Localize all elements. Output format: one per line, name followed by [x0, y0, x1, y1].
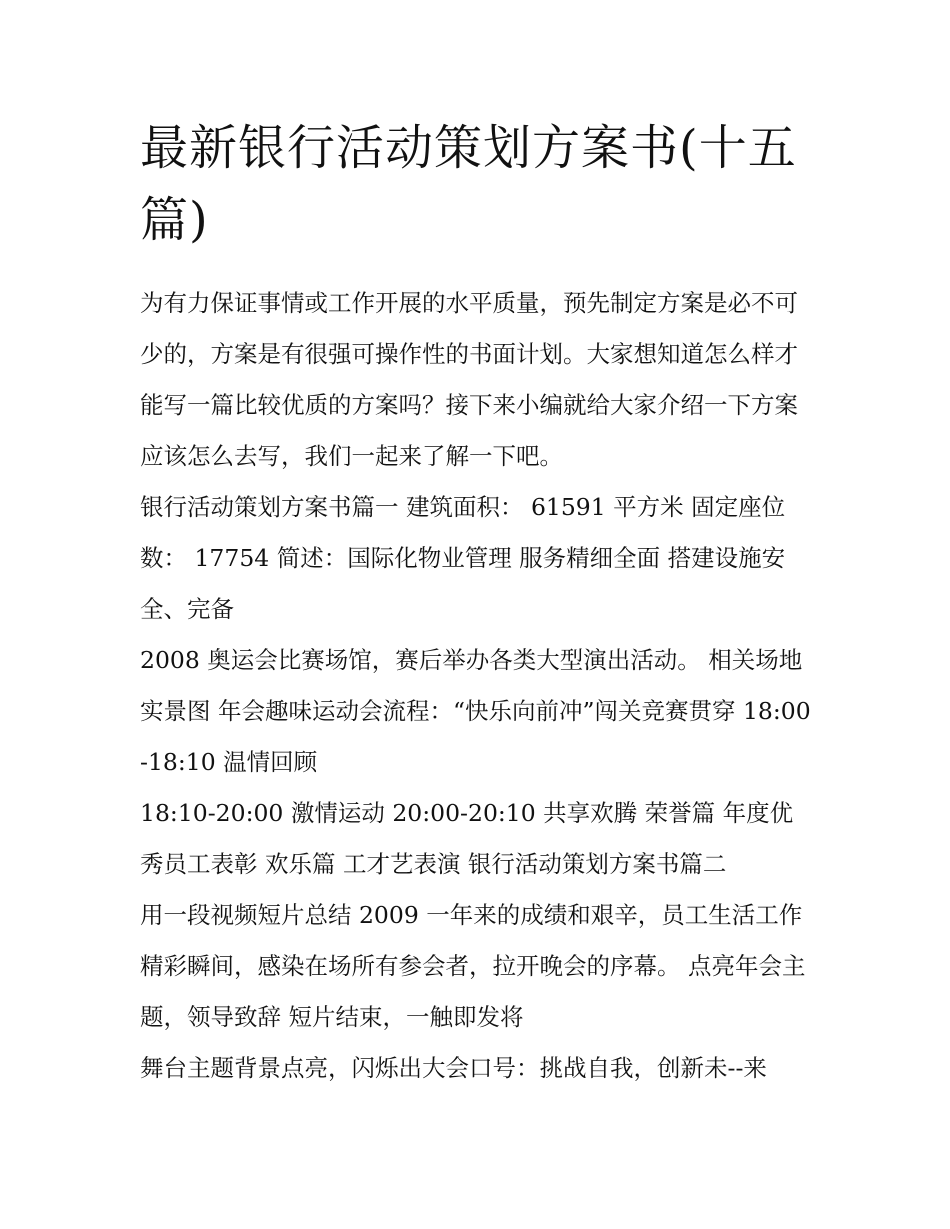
paragraph-video: 用一段视频短片总结 2009 一年来的成绩和艰辛，员工生活工作精彩瞬间，感染在场所有参会者，拉开晚会的序幕。 点亮年会主题，领导致辞 短片结束，一触即发将: [140, 901, 806, 1031]
paragraph-intro: 为有力保证事情或工作开展的水平质量，预先制定方案是必不可少的，方案是有很强可操作性的书面计划。大家想知道怎么样才能写一篇比较优质的方案吗？接下来小编就给大家介绍一下方案应该怎么去写，我们一起来了解一下吧。: [140, 289, 798, 470]
paragraph-schedule: 18:10-20:00 激情运动 20:00-20:10 共享欢腾 荣誉篇 年度优秀员工表彰 欢乐篇 工才艺表演 银行活动策划方案书篇二: [140, 799, 794, 878]
paragraph-stage: 舞台主题背景点亮，闪烁出大会口号：挑战自我，创新未--来: [140, 1054, 767, 1082]
paragraph-venue: 银行活动策划方案书篇一 建筑面积： 61591 平方米 固定座位数： 17754 简述：国际化物业管理 服务精细全面 搭建设施安全、完备: [140, 493, 786, 623]
document-title: 最新银行活动策划方案书(十五篇): [140, 120, 797, 248]
paragraph-olympics: 2008 奥运会比赛场馆，赛后举办各类大型演出活动。 相关场地实景图 年会趣味运动会流程：“快乐向前冲”闯关竞赛贯穿 18:00-18:10 温情回顾: [140, 646, 811, 776]
document-body: [140, 278, 816, 1094]
